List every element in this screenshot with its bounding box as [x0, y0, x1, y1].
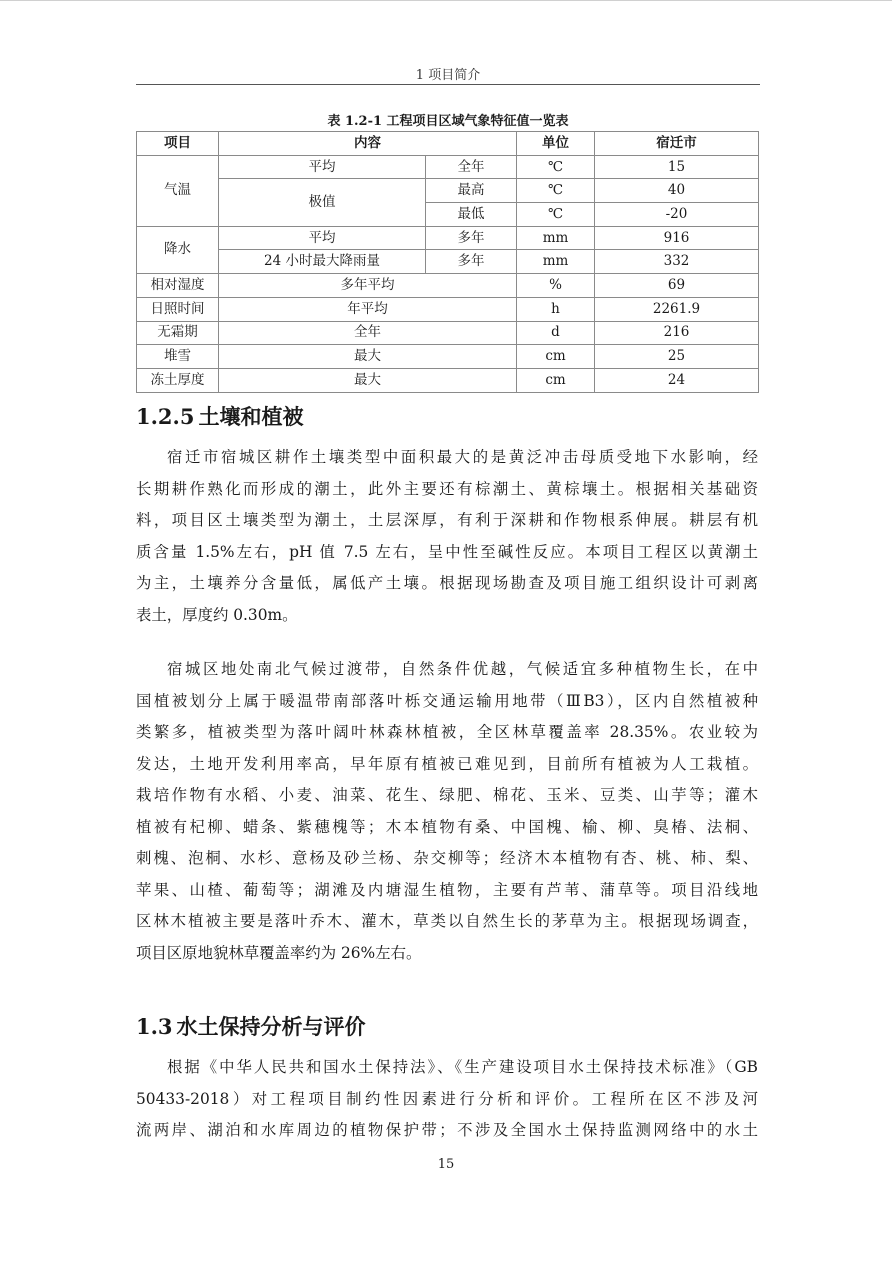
- cell-unit: ℃: [517, 179, 595, 203]
- cell-value: 2261.9: [595, 297, 759, 321]
- cell-value: 24: [595, 368, 759, 392]
- header-rule: [136, 84, 760, 85]
- table-row: [137, 226, 759, 250]
- table-row: [137, 368, 759, 392]
- text-line: 质含量 1.5%左右，pH 值 7.5 左右，呈中性至碱性反应。本项目工程区以黄潮土: [136, 542, 758, 561]
- cell-item: 日照时间: [137, 297, 219, 321]
- cell-unit: ℃: [517, 155, 595, 179]
- cell-value: 216: [595, 321, 759, 345]
- section-title: 水土保持分析与评价: [176, 1014, 366, 1039]
- text-line: 表土，厚度约 0.30m。: [136, 605, 298, 624]
- section-heading-1-3: [136, 1013, 366, 1041]
- cell-unit: cm: [517, 368, 595, 392]
- cell-unit: cm: [517, 345, 595, 369]
- cell-unit: mm: [517, 226, 595, 250]
- cell-content: 年平均: [219, 297, 517, 321]
- running-header: 1 项目简介: [415, 68, 481, 83]
- page-top-edge: [0, 0, 892, 1]
- header-item: 项目: [137, 132, 219, 156]
- text-line: 刺槐、泡桐、水杉、意杨及砂兰杨、杂交柳等；经济木本植物有杏、桃、柿、梨、: [136, 849, 758, 867]
- cell-value: 332: [595, 250, 759, 274]
- text-line: 发达，土地开发利用率高，早年原有植被已难见到，目前所有植被为人工栽植。: [136, 754, 758, 773]
- table-row: [137, 345, 759, 369]
- text-line: 宿迁市宿城区耕作土壤类型中面积最大的是黄泛冲击母质受地下水影响，经: [167, 448, 758, 466]
- cell-item: 冻土厚度: [137, 368, 219, 392]
- text-line: 类繁多，植被类型为落叶阔叶林森林植被，全区林草覆盖率 28.35%。农业较为: [136, 723, 758, 741]
- paragraph-soil: [136, 442, 758, 631]
- cell-period: 全年: [426, 155, 517, 179]
- table-row: [137, 274, 759, 298]
- cell-value: -20: [595, 203, 759, 227]
- cell-unit: h: [517, 297, 595, 321]
- cell-unit: d: [517, 321, 595, 345]
- cell-value: 69: [595, 274, 759, 298]
- text-line: 长期耕作熟化而形成的潮土，此外主要还有棕潮土、黄棕壤土。根据相关基础资: [136, 479, 758, 498]
- cell-item: 无霜期: [137, 321, 219, 345]
- cell-value: 916: [595, 226, 759, 250]
- text-line: 项目区原地貌林草覆盖率约为 26%左右。: [136, 943, 422, 962]
- table-row: [137, 179, 759, 203]
- text-line: 料，项目区土壤类型为潮土，土层深厚，有利于深耕和作物根系伸展。耕层有机: [136, 511, 758, 529]
- text-line: 50433-2018）对工程项目制约性因素进行分析和评价。工程所在区不涉及河: [136, 1089, 758, 1108]
- cell-content: 24 小时最大降雨量: [219, 250, 426, 274]
- cell-content: 全年: [219, 321, 517, 345]
- text-line: 栽培作物有水稻、小麦、油菜、花生、绿肥、棉花、玉米、豆类、山芋等；灌木: [136, 786, 758, 804]
- paragraph-analysis: [136, 1052, 758, 1147]
- table-row: [137, 250, 759, 274]
- table-row: [137, 297, 759, 321]
- table-caption: 表 1.2-1 工程项目区域气象特征值一览表: [327, 114, 569, 129]
- cell-period: 多年: [426, 226, 517, 250]
- cell-value: 25: [595, 345, 759, 369]
- cell-unit: mm: [517, 250, 595, 274]
- cell-content: 平均: [219, 155, 426, 179]
- text-line: 根据《中华人民共和国水土保持法》、《生产建设项目水土保持技术标准》（GB: [167, 1058, 758, 1076]
- paragraph-vegetation: [136, 654, 758, 969]
- cell-value: 15: [595, 155, 759, 179]
- cell-content: 平均: [219, 226, 426, 250]
- table-header-row: [137, 132, 759, 156]
- cell-item: 降水: [137, 226, 219, 273]
- cell-value: 40: [595, 179, 759, 203]
- header-content: 内容: [219, 132, 517, 156]
- climate-table: [136, 131, 759, 393]
- text-line: 为主，土壤养分含量低，属低产土壤。根据现场勘查及项目施工组织设计可剥离: [136, 574, 758, 592]
- cell-item: 堆雪: [137, 345, 219, 369]
- text-line: 流两岸、湖泊和水库周边的植物保护带；不涉及全国水土保持监测网络中的水土: [136, 1121, 758, 1139]
- cell-period: 最高: [426, 179, 517, 203]
- table-row: [137, 155, 759, 179]
- section-title: 土壤和植被: [198, 404, 304, 429]
- cell-content: 最大: [219, 368, 517, 392]
- text-line: 苹果、山楂、葡萄等；湖滩及内塘湿生植物，主要有芦苇、蒲草等。项目沿线地: [136, 880, 758, 899]
- cell-content: 多年平均: [219, 274, 517, 298]
- section-number: 1.3: [136, 1014, 173, 1039]
- cell-content: 极值: [219, 179, 426, 226]
- page-number: 15: [437, 1157, 455, 1172]
- cell-period: 多年: [426, 250, 517, 274]
- section-number: 1.2.5: [136, 404, 195, 429]
- header-city: 宿迁市: [595, 132, 759, 156]
- cell-unit: %: [517, 274, 595, 298]
- text-line: 国植被划分上属于暖温带南部落叶栎交通运输用地带（ⅢB3），区内自然植被种: [136, 691, 758, 710]
- cell-item: 气温: [137, 155, 219, 226]
- text-line: 区林木植被主要是落叶乔木、灌木，草类以自然生长的茅草为主。根据现场调查，: [136, 912, 758, 930]
- text-line: 宿城区地处南北气候过渡带，自然条件优越，气候适宜多种植物生长，在中: [167, 660, 758, 678]
- cell-period: 最低: [426, 203, 517, 227]
- cell-content: 最大: [219, 345, 517, 369]
- cell-item: 相对湿度: [137, 274, 219, 298]
- table-row: [137, 321, 759, 345]
- header-unit: 单位: [517, 132, 595, 156]
- text-line: 植被有杞柳、蜡条、紫穗槐等；木本植物有桑、中国槐、榆、柳、臭椿、法桐、: [136, 817, 758, 836]
- section-heading-1-2-5: [136, 403, 303, 431]
- cell-unit: ℃: [517, 203, 595, 227]
